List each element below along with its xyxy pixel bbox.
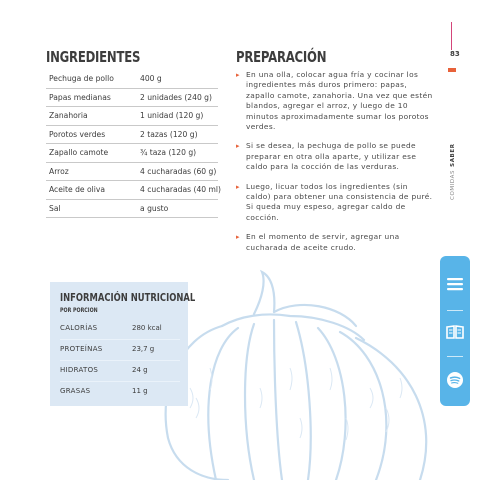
ingredient-quantity: 4 cucharadas (60 g)	[140, 166, 217, 176]
list-item	[236, 70, 434, 132]
ingredient-name: Zapallo camote	[49, 148, 109, 157]
ingredient-quantity: 400 g	[140, 74, 162, 83]
ingredient-quantity: a gusto	[140, 203, 169, 213]
nav-divider	[447, 356, 463, 357]
ingredient-name: Sal	[49, 203, 61, 213]
nutrient-name: GRASAS	[60, 387, 91, 395]
triangle-bullet-icon: ▸	[236, 182, 240, 191]
step-text: Si se desea, la pechuga de pollo se puede preparar en otra olla aparte, y utilizar ese caldo para la cocción de las verduras.	[246, 141, 417, 172]
ingredient-quantity: 4 cucharadas (40 ml)	[140, 185, 222, 194]
nutrient-value: 23,7 g	[132, 345, 155, 353]
nutrient-name: HIDRATOS	[60, 366, 99, 374]
triangle-bullet-icon: ▸	[236, 71, 240, 79]
step-text: Luego, licuar todos los ingredientes (sin caldo) para obtener una consistencia de puré. Si queda muy espeso, agregar caldo de cocción.	[246, 181, 433, 222]
page-edge-bar	[451, 22, 452, 50]
ingredients-heading: INGREDIENTES	[46, 48, 141, 66]
page-edge-mark	[448, 68, 456, 72]
ingredient-name: Zanahoria	[49, 111, 88, 120]
ingredient-quantity: 1 unidad (120 g)	[140, 111, 204, 120]
brand-name: SABER	[450, 143, 456, 167]
page-number: 83	[450, 50, 460, 58]
ingredient-quantity: ¾ taza (120 g)	[140, 148, 197, 157]
book-icon[interactable]	[445, 322, 465, 342]
table-row	[46, 126, 218, 145]
list-item	[236, 182, 434, 224]
table-row	[46, 181, 222, 200]
table-row	[46, 89, 218, 108]
ingredient-name: Aceite de oliva	[49, 185, 106, 194]
table-row	[46, 70, 218, 89]
table-row	[46, 144, 218, 163]
side-navigation	[440, 256, 470, 406]
nutrition-row	[60, 320, 180, 340]
step-text: En el momento de servir, agregar una cucharada de aceite crudo.	[246, 232, 400, 252]
step-text: En una olla, colocar agua fría y cocinar los ingredientes más duros primero: papas, zapallo camote, zanahoria. Una vez que estén blandos, agregar el arroz, y luego de 10 minutos aproximadamente sumar los porotos verdes.	[246, 70, 433, 132]
ingredients-table	[46, 70, 222, 218]
nutrition-row	[60, 362, 180, 382]
table-row	[46, 107, 218, 126]
list-item	[236, 232, 434, 253]
nutrition-info-box	[50, 282, 196, 406]
triangle-bullet-icon: ▸	[236, 233, 240, 242]
nutrition-row	[60, 383, 180, 403]
ingredient-quantity: 2 tazas (120 g)	[140, 129, 198, 139]
preparation-steps	[236, 70, 434, 262]
nutrient-name: CALORÍAS	[60, 324, 98, 332]
menu-icon[interactable]	[445, 274, 465, 294]
nutrient-value: 11 g	[132, 387, 148, 395]
ingredient-quantity: 2 unidades (240 g)	[140, 92, 212, 102]
ingredient-name: Arroz	[49, 166, 69, 176]
nutrition-title: INFORMACIÓN NUTRICIONAL	[60, 292, 196, 304]
nav-divider	[447, 310, 463, 311]
spotify-icon[interactable]	[445, 370, 465, 390]
table-row	[46, 163, 218, 182]
nutrient-value: 280 kcal	[132, 324, 162, 332]
brand-prefix: COMIDAS	[450, 169, 456, 200]
nutrient-name: PROTEÍNAS	[60, 345, 103, 353]
triangle-bullet-icon: ▸	[236, 142, 240, 151]
table-row	[46, 200, 218, 219]
nutrition-row	[60, 341, 180, 361]
nutrient-value: 24 g	[132, 366, 148, 374]
ingredient-name: Papas medianas	[49, 92, 111, 102]
nutrition-subtitle: POR PORCIÓN	[60, 307, 98, 314]
list-item	[236, 141, 434, 172]
ingredient-name: Porotos verdes	[49, 129, 106, 139]
preparation-heading: PREPARACIÓN	[236, 48, 327, 66]
ingredient-name: Pechuga de pollo	[49, 74, 114, 83]
brand-label	[450, 130, 460, 200]
